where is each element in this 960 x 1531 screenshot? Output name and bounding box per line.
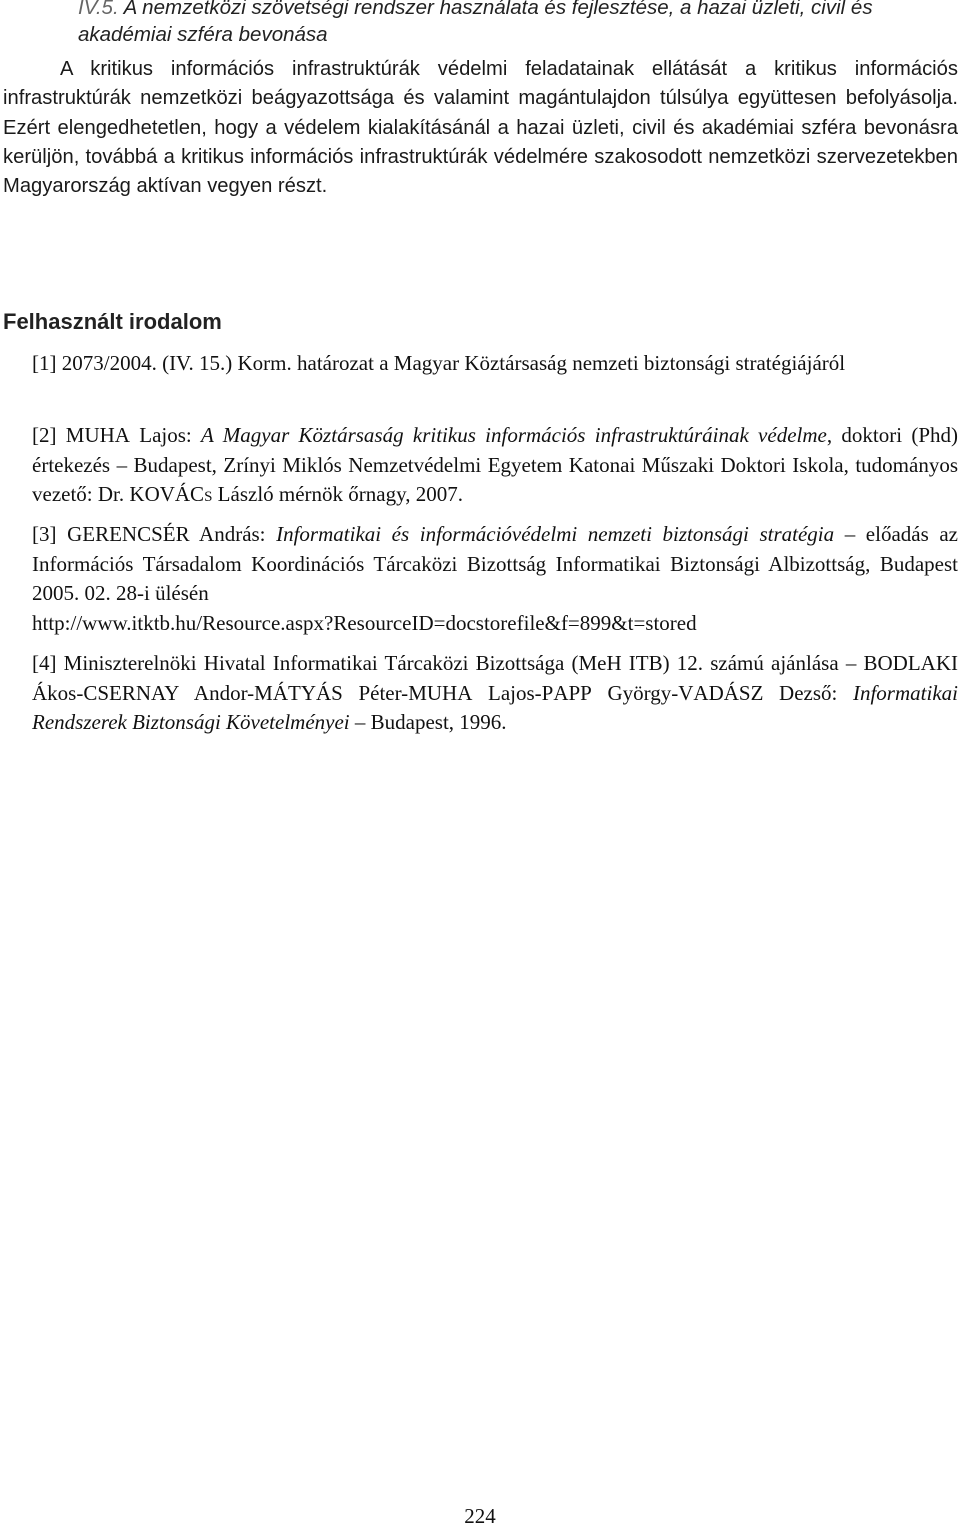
section-title: A nemzetközi szövetségi rendszer használata és fejlesztése, a hazai üzleti, civil és akadémiai szféra bevonása <box>78 0 873 46</box>
references-heading: Felhasznált irodalom <box>3 309 222 334</box>
body-paragraph: A kritikus információs infrastruktúrák védelmi feladatainak ellátását a kritikus információs infrastruktúrák nemzetközi beágyazottsága és valamint magántulajdon túlsúlya együttesen befolyásolja. Ezért elengedhetetlen, hogy a védelem kialakításánál a hazai üzleti, civil és akadémiai szféra bevonásra kerüljön, továbbá a kritikus információs infrastruktúrák védelmére szakosodott nemzetközi szervezetekben Magyarország aktívan vegyen részt. <box>3 58 958 198</box>
reference-3-number: [3] <box>32 522 68 546</box>
reference-3 <box>32 520 958 638</box>
reference-2-details: , doktori (Phd) értekezés – Budapest, Zrínyi Miklós Nemzetvédelmi Egyetem Katonai Műszaki Doktori Iskola, tudományos vezető: Dr. <box>32 423 959 506</box>
reference-4-author-1-rest: ODLAKI <box>877 651 958 675</box>
reference-4-author-5-first: György- <box>591 680 679 705</box>
reference-2 <box>32 421 958 510</box>
reference-2-author-rest: UHA <box>84 423 130 447</box>
reference-4-author-1-first: Ákos- <box>32 680 84 705</box>
reference-2-supervisor-mid: OVÁC <box>144 482 205 506</box>
reference-3-author-rest: ERENCSÉR <box>82 522 190 546</box>
reference-4-author-3-first: Péter- <box>342 680 409 705</box>
reference-2-supervisor-initial: K <box>129 482 145 506</box>
reference-4-author-4-first: Lajos- <box>472 680 542 705</box>
reference-4-details: – Budapest, 1996. <box>349 710 507 734</box>
reference-4-title: Informatikai Rendszerek Biztonsági Követelményei <box>32 680 958 734</box>
reference-2-author-initial: M <box>65 423 85 447</box>
reference-3-title: Informatikai és információvédelmi nemzeti biztonsági stratégia <box>276 522 835 546</box>
reference-4-author-2-initial: C <box>83 680 98 705</box>
page-number: 224 <box>464 1504 496 1528</box>
reference-1: [1] 2073/2004. (IV. 15.) Korm. határozat a Magyar Köztársaság nemzeti biztonsági stratégiájáról <box>32 351 846 375</box>
section-heading <box>78 0 958 48</box>
reference-3-details: – előadás az Információs Társadalom Koordinációs Tárcaközi Bizottság Informatikai Biztonsági Albizottság, Budapest 2005. 02. 28-i ülésén <box>32 522 958 605</box>
reference-4-author-6-initial: V <box>678 680 694 705</box>
reference-3-url: http://www.itktb.hu/Resource.aspx?ResourceID=docstorefile&f=899&t=stored <box>32 610 697 635</box>
reference-4-author-2-rest: SERNAY <box>97 680 180 705</box>
reference-4-author-3-rest: ÁTYÁS <box>272 680 343 705</box>
reference-2-author-first: Lajos: <box>129 423 202 447</box>
reference-4-author-6-first: Dezső: <box>763 680 853 705</box>
reference-2-title: A Magyar Köztársaság kritikus információs infrastruktúráinak védelme <box>201 423 827 447</box>
reference-3-author-first: András: <box>189 522 277 546</box>
reference-2-supervisor-end: s <box>204 482 213 506</box>
reference-4-lead: [4] Miniszterelnöki Hivatal Informatikai Tárcaközi Bizottsága (MeH ITB) 12. számú ajánlása – <box>32 651 864 675</box>
reference-4-author-4-rest: UHA <box>426 680 473 705</box>
reference-4-author-6-rest: ADÁSZ <box>693 680 764 705</box>
reference-4-author-2-first: Andor- <box>179 680 255 705</box>
reference-2-details-end: László mérnök őrnagy, 2007. <box>212 482 463 506</box>
reference-3-author-initial: G <box>67 522 83 546</box>
reference-4-author-3-initial: M <box>254 680 273 705</box>
reference-4 <box>32 649 958 738</box>
reference-4-author-4-initial: M <box>408 680 427 705</box>
section-number: IV.5. <box>78 0 119 19</box>
reference-4-author-5-rest: APP <box>553 680 592 705</box>
reference-4-author-1-initial: B <box>863 651 878 675</box>
reference-4-author-5-initial: P <box>541 680 554 705</box>
reference-2-number: [2] <box>32 423 66 447</box>
